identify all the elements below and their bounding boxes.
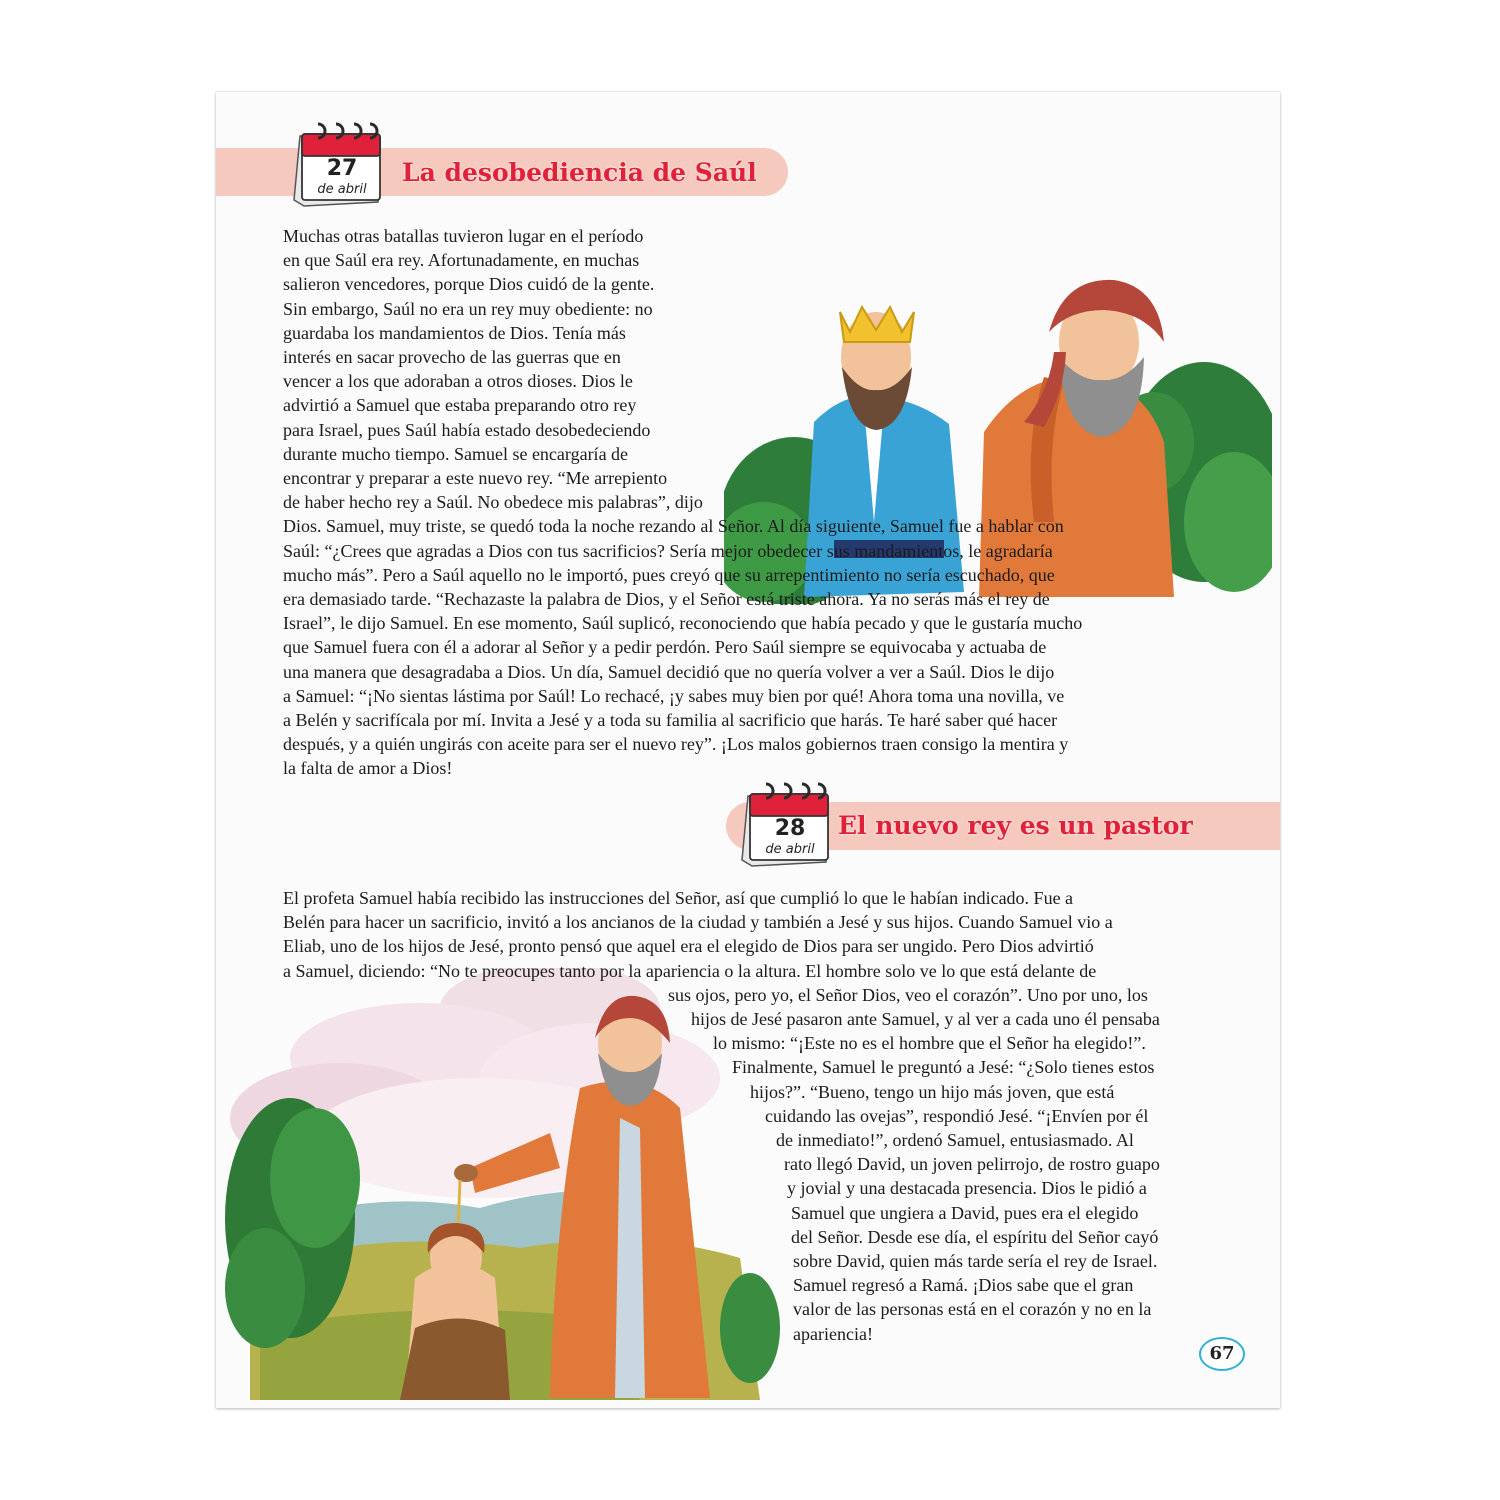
text-line: la falta de amor a Dios! (283, 758, 453, 779)
section1-text (283, 224, 1082, 781)
text-line: durante mucho tiempo. Samuel se encargaría de (283, 443, 629, 464)
text-line: vencer a los que adoraban a otros dioses. Dios le (283, 371, 633, 392)
text-line: a Samuel, diciendo: “No te preocupes tanto por la apariencia o la altura. El hombre solo ve lo que está delante de (283, 960, 1097, 981)
text-line: Muchas otras batallas tuvieron lugar en el período (283, 226, 644, 246)
text-line: interés en sacar provecho de las guerras que en (283, 347, 621, 368)
section-title: La desobediencia de Saúl (402, 158, 757, 187)
text-line: a Belén y sacrifícala por mí. Invita a Jesé y a toda su familia al sacrificio que harás. Te haré saber qué hacer (283, 710, 1058, 731)
calendar-month: de abril (317, 182, 367, 197)
calendar-day: 27 (326, 156, 358, 181)
text-line: de inmediato!”, ordenó Samuel, entusiasmado. Al (776, 1130, 1134, 1151)
section-title: El nuevo rey es un pastor (838, 811, 1193, 840)
page-number: 67 (1199, 1337, 1245, 1371)
text-line: Eliab, uno de los hijos de Jesé, pronto pensó que aquel era el elegido de Dios para ser ungido. Pero Dios advirtió (283, 936, 1094, 957)
text-line: Finalmente, Samuel le preguntó a Jesé: “¿Solo tienes estos (732, 1057, 1155, 1078)
text-line: y jovial y una destacada presencia. Dios le pidió a (787, 1178, 1147, 1199)
text-line: en que Saúl era rey. Afortunadamente, en muchas (283, 250, 640, 271)
text-line: una manera que desagradaba a Dios. Un día, Samuel decidió que no quería volver a ver a Saúl. Dios le dijo (283, 661, 1055, 682)
text-line: apariencia! (793, 1323, 873, 1344)
text-line: Dios. Samuel, muy triste, se quedó toda la noche rezando al Señor. Al día siguiente, Samuel fue a hablar con (283, 516, 1064, 537)
calendar-icon (290, 116, 386, 208)
text-line: sobre David, quien más tarde sería el rey de Israel. (793, 1251, 1158, 1272)
text-line: Saúl: “¿Crees que agradas a Dios con tus sacrificios? Sería mejor obedecer sus mandamientos, le agradaría (283, 540, 1053, 561)
book-page (216, 92, 1280, 1408)
text-line: advirtió a Samuel que estaba preparando otro rey (283, 395, 637, 416)
text-line: rato llegó David, un joven pelirrojo, de rostro guapo (784, 1154, 1160, 1175)
text-line: valor de las personas está en el corazón y no en la (793, 1299, 1152, 1320)
text-line: encontrar y preparar a este nuevo rey. “Me arrepiento (283, 468, 668, 489)
text-line: guardaba los mandamientos de Dios. Tenía más (283, 322, 626, 343)
text-line: hijos?”. “Bueno, tengo un hijo más joven, que está (750, 1081, 1115, 1102)
text-line: Samuel que ungiera a David, pues era el elegido (791, 1202, 1139, 1223)
text-line: era demasiado tarde. “Rechazaste la palabra de Dios, y el Señor está triste ahora. Ya no serás más el rey de (283, 589, 1050, 610)
text-line: El profeta Samuel había recibido las instrucciones del Señor, así que cumplió lo que le habían indicado. Fue a (283, 888, 1074, 908)
text-line: Israel”, le dijo Samuel. En ese momento, Saúl suplicó, reconociendo que había pecado y que le gustaría mucho (283, 613, 1083, 634)
section2-text (283, 886, 1160, 1346)
text-line: Belén para hacer un sacrificio, invitó a los ancianos de la ciudad y también a Jesé y sus hijos. Cuando Samuel vio a (283, 912, 1113, 933)
calendar-month: de abril (765, 842, 815, 857)
text-line: del Señor. Desde ese día, el espíritu del Señor cayó (791, 1226, 1159, 1247)
calendar-icon (738, 776, 834, 868)
text-line: Samuel regresó a Ramá. ¡Dios sabe que el gran (793, 1275, 1134, 1296)
text-line: mucho más”. Pero a Saúl aquello no le importó, pues creyó que su arrepentimiento no sería escuchado, que (283, 564, 1055, 585)
text-line: después, y a quién ungirás con aceite para ser el nuevo rey”. ¡Los malos gobiernos traen consigo la mentira y (283, 734, 1069, 755)
text-line: cuidando las ovejas”, respondió Jesé. “¡Envíen por él (765, 1105, 1149, 1126)
text-line: Sin embargo, Saúl no era un rey muy obediente: no (283, 298, 653, 319)
text-line: lo mismo: “¡Este no es el hombre que el Señor ha elegido!”. (713, 1033, 1146, 1054)
text-line: sus ojos, pero yo, el Señor Dios, veo el corazón”. Uno por uno, los (668, 984, 1148, 1005)
calendar-day: 28 (774, 816, 806, 841)
text-line: hijos de Jesé pasaron ante Samuel, y al ver a cada uno él pensaba (691, 1009, 1160, 1030)
text-line: que Samuel fuera con él a adorar al Señor y a pedir perdón. Pero Saúl siempre se equivocaba y actuaba de (283, 637, 1047, 658)
text-line: para Israel, pues Saúl había estado desobedeciendo (283, 419, 651, 440)
text-line: salieron vencedores, porque Dios cuidó de la gente. (283, 274, 655, 295)
text-line: a Samuel: “¡No sientas lástima por Saúl! Lo rechacé, ¡y sabes muy bien por qué! Ahora toma una novilla, ve (283, 685, 1065, 706)
text-line: de haber hecho rey a Saúl. No obedece mis palabras”, dijo (283, 492, 703, 513)
